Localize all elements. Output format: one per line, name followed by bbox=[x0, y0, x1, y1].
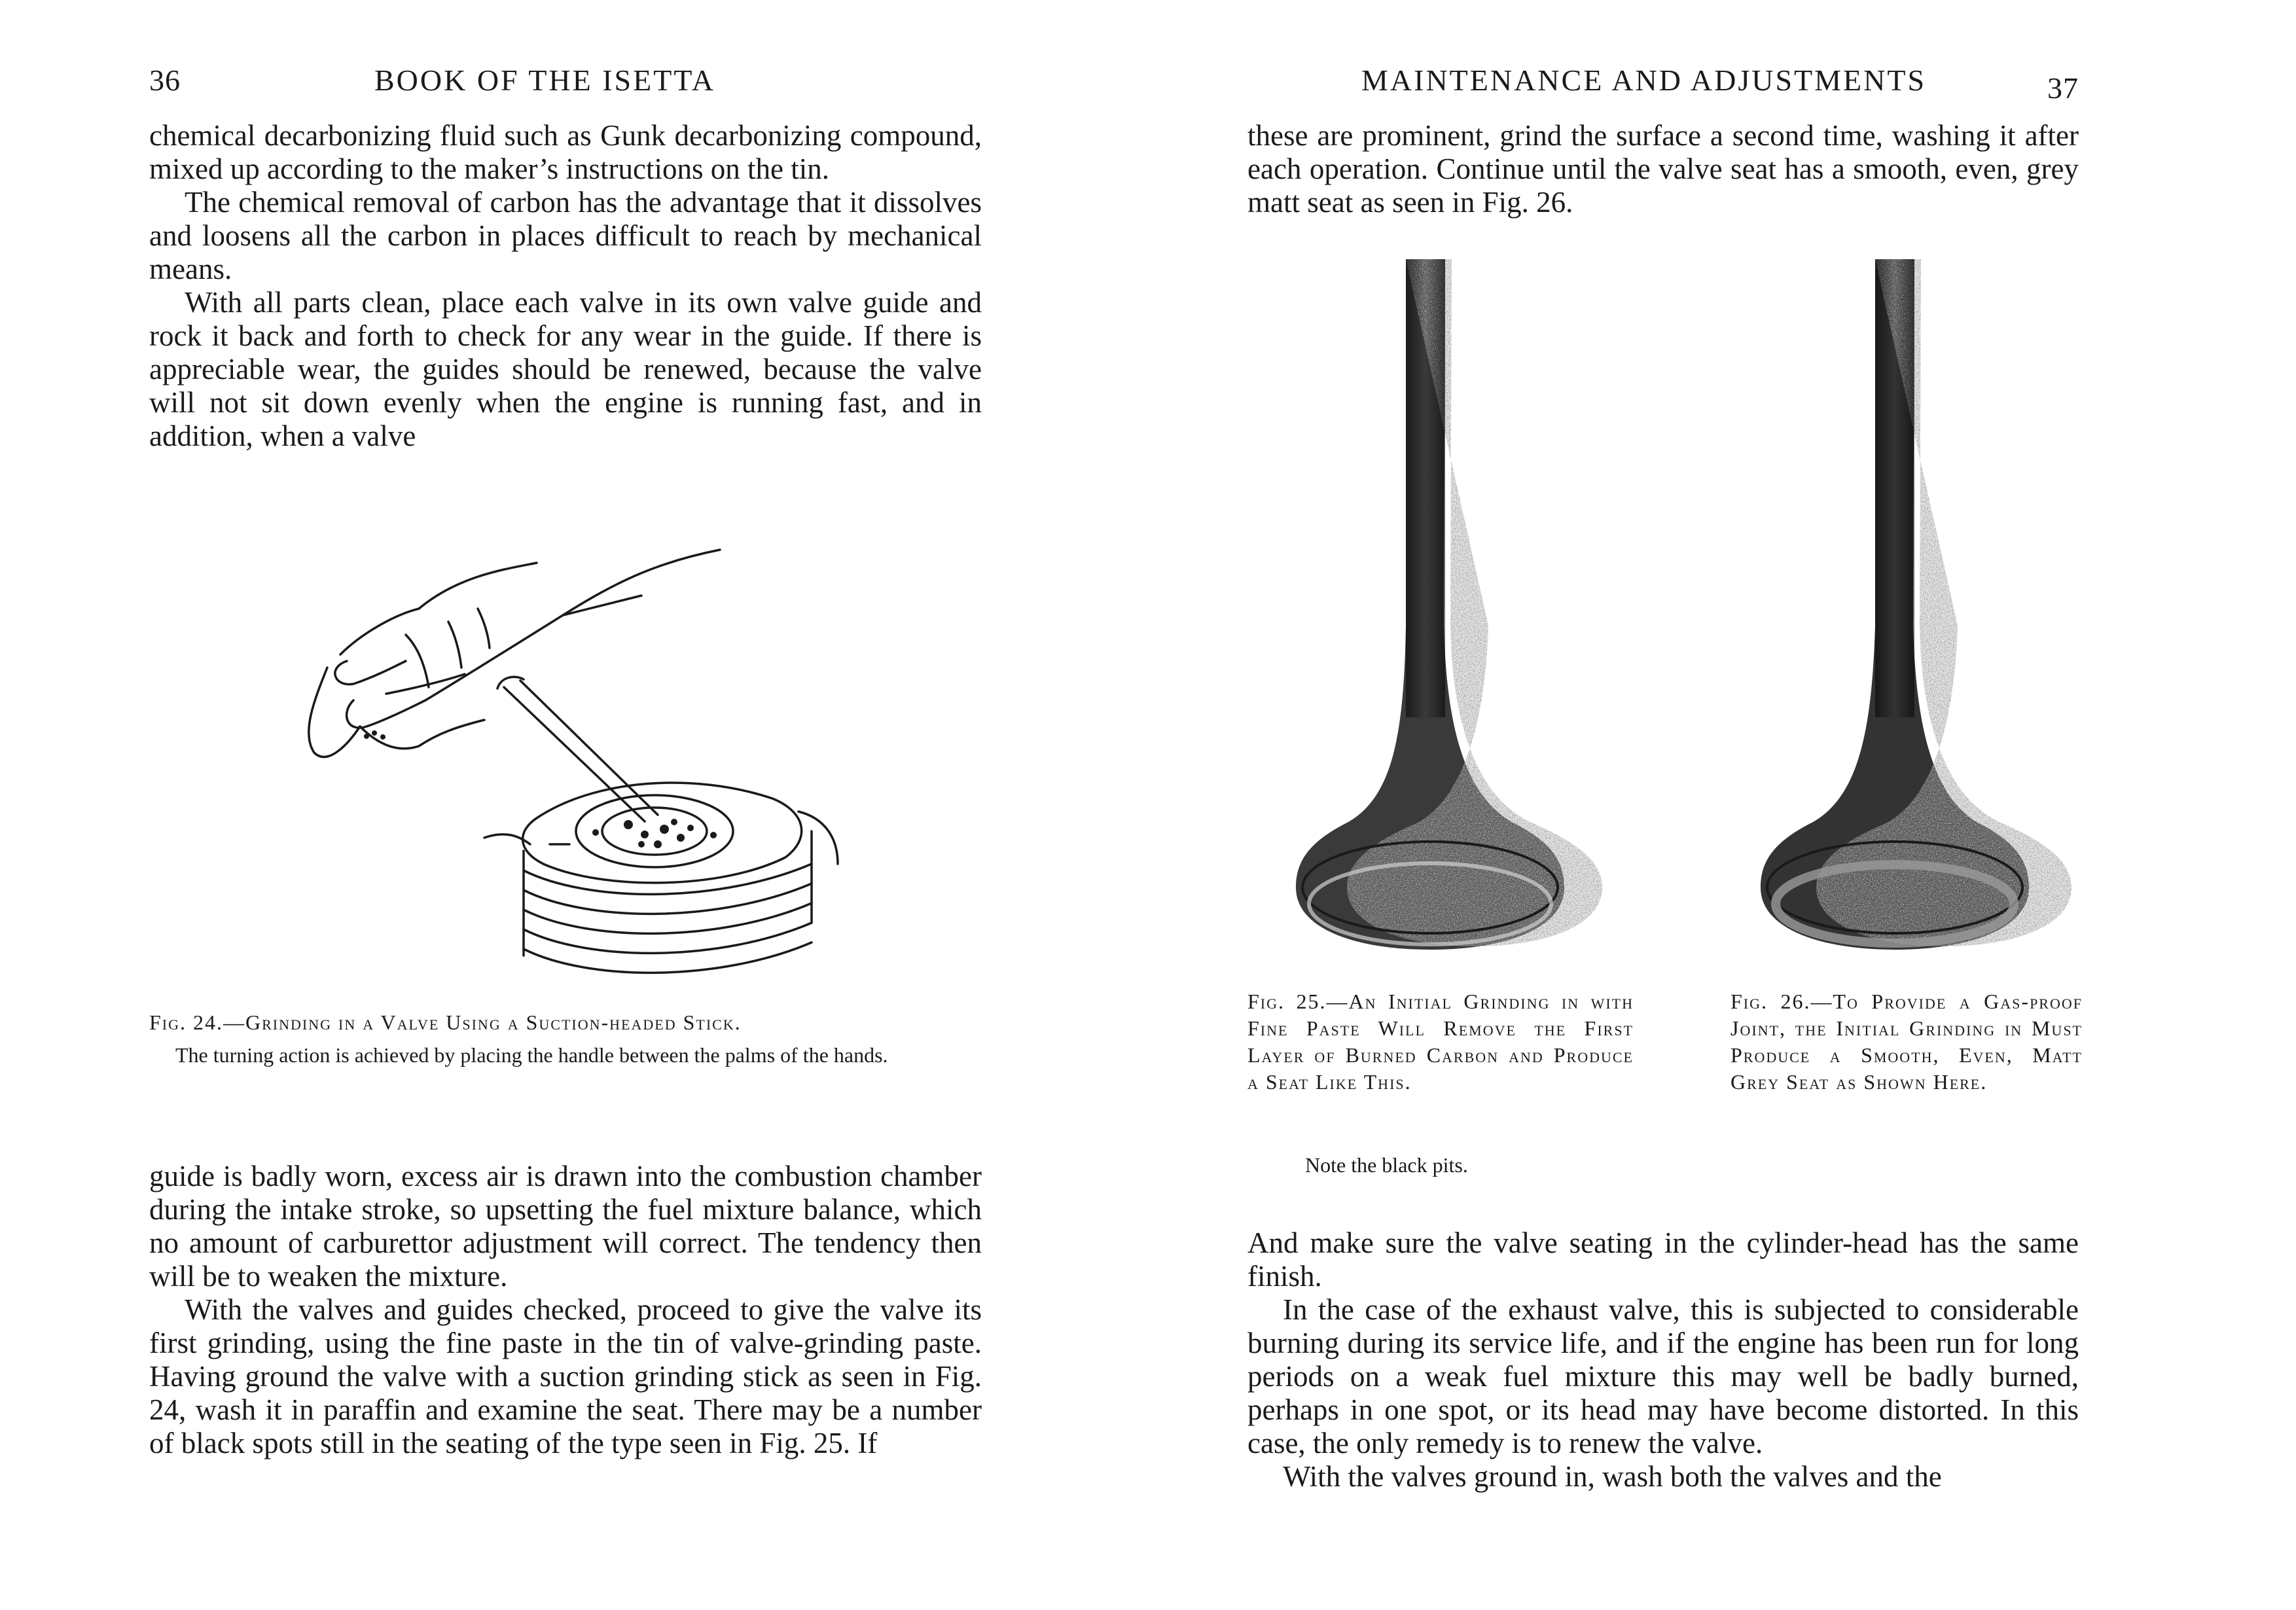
page-number-left: 36 bbox=[149, 63, 181, 97]
paragraph: The chemical removal of carbon has the advantage that it dissolves and loosens all the carbon in places difficult to reach by mechanical means. bbox=[149, 186, 982, 285]
paragraph: In the case of the exhaust valve, this is subjected to considerable burning during its service life, and if the engine has been run for long periods on a weak fuel mixture this may well be badly burned, perhaps in one spot, or its head may have become distorted. In this case, the only remedy is to renew the valve. bbox=[1247, 1293, 2079, 1459]
paragraph: chemical decarbonizing fluid such as Gunk decarbonizing compound, mixed up according to the maker’s instructions on the tin. bbox=[149, 119, 982, 185]
figure-25-valve-photo bbox=[1289, 259, 1571, 953]
right-page bbox=[1148, 0, 2296, 1610]
paragraph: these are prominent, grind the surface a second time, washing it after each operation. Continue until the valve seat has a smooth, even, grey matt seat as seen in Fig. 26. bbox=[1247, 119, 2079, 219]
figure-25-caption: Fig. 25.—An Initial Grinding in with Fine Paste Will Remove the First Layer of Burned Carbon and Produce a Seat Like This. bbox=[1247, 990, 1634, 1094]
paragraph: guide is badly worn, excess air is drawn into the combustion chamber during the intake stroke, so upsetting the fuel mixture balance, which no amount of carburettor adjustment will correct. The tendency then will be to weaken the mixture. bbox=[149, 1160, 982, 1293]
figure-24-caption: Fig. 24.—Grinding in a Valve Using a Suction-headed Stick. bbox=[149, 1011, 742, 1034]
running-head-left: BOOK OF THE ISETTA bbox=[374, 63, 715, 97]
figure-26-valve-photo bbox=[1754, 259, 2036, 953]
figure-26-caption: Fig. 26.—To Provide a Gas-proof Joint, the Initial Grinding in Must Produce a Smooth, Even, Matt Grey Seat as Shown Here. bbox=[1731, 990, 2083, 1094]
paragraph: And make sure the valve seating in the cylinder-head has the same finish. bbox=[1247, 1226, 2079, 1293]
page-number-right: 37 bbox=[2047, 71, 2079, 105]
body-text-bottom-left bbox=[149, 1160, 982, 1460]
figure-24-illustration bbox=[288, 537, 864, 995]
figure-24-note: The turning action is achieved by placing the handle between the palms of the hands. bbox=[175, 1043, 888, 1067]
body-text-top-left bbox=[149, 119, 982, 453]
paragraph: With all parts clean, place each valve in its own valve guide and rock it back and forth to check for any wear in the guide. If there is appreciable wear, the guides should be renewed, because the valve will not sit down evenly when the engine is running fast, and in addition, when a valve bbox=[149, 286, 982, 452]
paragraph: With the valves ground in, wash both the valves and the bbox=[1283, 1460, 1942, 1493]
paragraph: With the valves and guides checked, proceed to give the valve its first grinding, using the fine paste in the tin of valve-grinding paste. Having ground the valve with a suction grinding stick as seen in Fig. 24, wash it in paraffin and examine the seat. There may be a number of black spots still in the seating of the type seen in Fig. 25. If bbox=[149, 1293, 982, 1459]
body-text-bottom-right bbox=[1247, 1226, 2079, 1494]
body-text-top-right bbox=[1247, 119, 2079, 219]
figure-25-note: Note the black pits. bbox=[1305, 1153, 1468, 1177]
running-head-right: MAINTENANCE AND ADJUSTMENTS bbox=[1361, 63, 1927, 97]
